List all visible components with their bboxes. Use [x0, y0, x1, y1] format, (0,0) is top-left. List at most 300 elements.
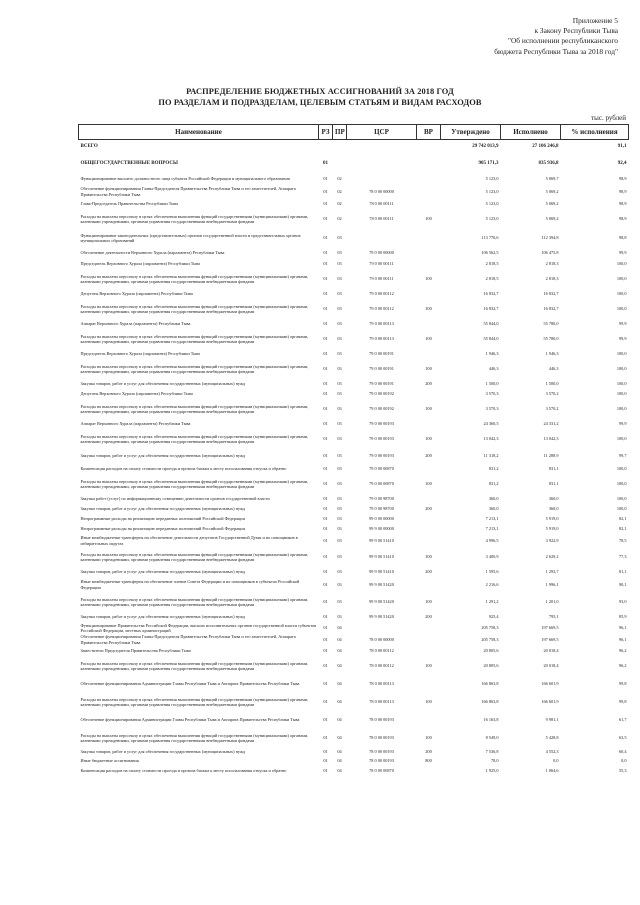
cell-executed: 360,0	[548, 495, 559, 501]
table-row	[79, 174, 629, 185]
cell-rz: 01	[323, 648, 328, 654]
cell-approved: 205 758,3	[481, 636, 499, 642]
table-row	[79, 593, 629, 612]
cell-name: Расходы на выплаты персоналу в целях обеспечения выполнения функций государственными (муниципальными) органами, казенными учреждениями, органами управления государственными внебюджетными фондами	[80, 273, 309, 284]
cell-vr	[417, 712, 441, 729]
cell-vr	[417, 766, 441, 777]
table-row	[79, 693, 629, 712]
cell-vr	[417, 389, 441, 400]
cell-executed: 1 293,7	[545, 568, 559, 574]
cell-name: Председатель Верховного Хурала (парламента) Республики Тыва	[80, 261, 200, 267]
cell-csr: 78 0 00 00193	[369, 749, 394, 755]
cell-pr: 03	[337, 406, 342, 412]
cell-executed: 5 428,8	[545, 735, 559, 741]
cell-name: Обеспечение деятельности Верховного Хурала (парламента) Республики Тыва	[80, 250, 225, 256]
cell-approved: 4 996,5	[485, 537, 499, 543]
table-row	[79, 319, 629, 330]
cell-executed: 166 601,9	[541, 681, 559, 687]
table-row	[79, 185, 629, 199]
cell-name: Закупка товаров, работ и услуг для обеспечения государственных (муниципальных) нужд	[80, 568, 246, 574]
cell-csr: 78 0 00 00111	[369, 216, 394, 222]
cell-executed: 4 552,3	[545, 749, 559, 755]
cell-rz: 01	[323, 216, 328, 222]
cell-csr	[347, 174, 417, 185]
units-label: тыс. рублей	[591, 114, 626, 122]
section-row	[79, 154, 629, 174]
cell-approved: 3 400,9	[485, 554, 499, 560]
table-row	[79, 210, 629, 229]
cell-pr: 04	[337, 636, 342, 642]
cell-csr: 78 0 00 00112	[369, 663, 394, 669]
budget-table	[78, 124, 629, 777]
cell-vr: 100	[425, 436, 432, 442]
cell-pr: 03	[337, 321, 342, 327]
cell-vr: 100	[425, 276, 432, 282]
cell-rz: 01	[323, 495, 328, 501]
cell-pr: 04	[337, 735, 342, 741]
cell-rz: 01	[323, 235, 328, 241]
cell-percent: 96,2	[618, 663, 627, 669]
cell-csr	[347, 154, 417, 174]
cell-percent: 90,1	[618, 581, 627, 587]
cell-csr: 79 0 00 00111	[369, 261, 394, 267]
cell-percent: 99,9	[618, 321, 627, 327]
cell-rz: 01	[323, 160, 328, 166]
table-body	[79, 140, 629, 777]
table-row	[79, 729, 629, 748]
cell-executed: 2 818,3	[545, 276, 559, 282]
cell-percent: 100,0	[616, 351, 627, 357]
cell-vr	[417, 419, 441, 430]
cell-pr: 03	[337, 351, 342, 357]
cell-pr: 03	[337, 366, 342, 372]
table-row	[79, 379, 629, 389]
cell-pr: 04	[337, 663, 342, 669]
cell-executed: 16 832,7	[543, 306, 559, 312]
table-row	[79, 524, 629, 534]
cell-executed: 5 069,2	[545, 216, 559, 222]
cell-approved: 3 570,3	[485, 406, 499, 412]
cell-rz: 01	[323, 749, 328, 755]
cell-name: Председатель Верховного Хурала (парламента) Республики Тыва	[80, 351, 200, 357]
table-row	[79, 514, 629, 524]
cell-percent: 77,3	[618, 554, 627, 560]
cell-percent: 0,0	[621, 758, 627, 764]
cell-pr: 04	[337, 768, 342, 774]
table-row	[79, 534, 629, 548]
table-row	[79, 548, 629, 567]
cell-pr: 03	[337, 515, 342, 521]
cell-pr: 02	[337, 216, 342, 222]
cell-approved: 831,2	[488, 465, 499, 471]
cell-pr: 03	[337, 380, 342, 386]
table-row	[79, 612, 629, 623]
cell-rz: 01	[323, 336, 328, 342]
cell-rz: 01	[323, 188, 328, 194]
cell-vr	[417, 676, 441, 693]
cell-pr: 03	[337, 481, 342, 487]
cell-vr	[417, 140, 441, 154]
cell-percent: 96,1	[618, 636, 627, 642]
cell-vr	[417, 524, 441, 534]
cell-approved: 3 570,3	[485, 391, 499, 397]
cell-percent: 98,9	[618, 216, 627, 222]
cell-csr: 78 0 00 00113	[369, 681, 394, 687]
cell-name: Расходы на выплаты персоналу в целях обеспечения выполнения функций государственными (муниципальными) органами, казенными учреждениями, органами управления государственными внебюджетными фондами	[80, 478, 309, 489]
cell-percent: 99,9	[618, 250, 627, 256]
cell-csr: 79 0 00 00191	[369, 380, 394, 386]
cell-approved: 113 776,6	[481, 235, 499, 241]
cell-vr: 100	[425, 554, 432, 560]
cell-approved: 16 163,8	[483, 717, 499, 723]
cell-executed: 831,1	[548, 481, 559, 487]
cell-executed: 166 601,9	[541, 699, 559, 705]
cell-pr: 03	[337, 306, 342, 312]
header-percent: % исполнения	[561, 125, 629, 140]
cell-pr: 03	[337, 495, 342, 501]
cell-csr: 99 9 00 51410	[369, 568, 394, 574]
table-row	[79, 330, 629, 349]
cell-pr: 03	[337, 581, 342, 587]
cell-vr	[417, 646, 441, 657]
cell-approved: 5 123,0	[485, 188, 499, 194]
cell-percent: 100,0	[616, 380, 627, 386]
cell-approved: 2 818,5	[485, 276, 499, 282]
cell-executed: 1 996,1	[545, 581, 559, 587]
header-name: Наименование	[79, 125, 319, 140]
cell-pr: 03	[337, 452, 342, 458]
cell-rz: 01	[323, 599, 328, 605]
cell-csr: 78 0 00 00000	[369, 636, 394, 642]
cell-approved: 2 216,6	[485, 581, 499, 587]
cell-csr: 79 0 00 00193	[369, 436, 394, 442]
cell-csr: 78 0 00 00193	[369, 758, 394, 764]
cell-name: Расходы на выплаты персоналу в целях обеспечения выполнения функций государственными (муниципальными) органами, казенными учреждениями, органами управления государственными внебюджетными фондами	[80, 596, 309, 607]
cell-vr	[417, 494, 441, 504]
cell-rz: 01	[323, 614, 328, 620]
table-row	[79, 657, 629, 676]
cell-approved: 7 213,1	[485, 525, 499, 531]
cell-pr: 03	[337, 525, 342, 531]
cell-vr	[417, 248, 441, 259]
cell-name: Непрограммные расходы на реализацию переданных полномочий Российской Федерации	[80, 525, 245, 531]
table-row	[79, 504, 629, 514]
cell-rz: 01	[323, 201, 328, 207]
cell-vr	[417, 577, 441, 593]
table-row	[79, 567, 629, 577]
cell-csr: 99 9 00 00000	[369, 525, 394, 531]
cell-vr: 100	[425, 336, 432, 342]
cell-percent: 100,0	[616, 465, 627, 471]
cell-percent: 82,1	[618, 515, 627, 521]
cell-percent: 100,0	[616, 366, 627, 372]
cell-percent: 92,4	[617, 160, 627, 166]
cell-percent: 55,3	[618, 768, 627, 774]
table-row	[79, 757, 629, 766]
table-row	[79, 475, 629, 494]
cell-pr: 03	[337, 250, 342, 256]
cell-vr: 100	[425, 735, 432, 741]
cell-approved: 8 549,0	[485, 735, 499, 741]
cell-executed: 446,3	[548, 366, 559, 372]
cell-name: Закупка товаров, работ и услуг для обеспечения государственных (муниципальных) нужд	[80, 452, 246, 458]
table-row	[79, 577, 629, 593]
cell-approved: 166 863,8	[481, 699, 499, 705]
cell-percent: 100,0	[616, 436, 627, 442]
header-executed: Исполнено	[501, 125, 561, 140]
cell-executed: 5 069,2	[545, 201, 559, 207]
cell-percent: 98,9	[618, 201, 627, 207]
cell-executed: 3 570,2	[545, 406, 559, 412]
cell-rz: 01	[323, 663, 328, 669]
cell-pr: 03	[337, 436, 342, 442]
table-row	[79, 199, 629, 210]
cell-rz: 01	[323, 681, 328, 687]
cell-pr: 04	[337, 648, 342, 654]
cell-executed: 2 629,2	[545, 554, 559, 560]
cell-rz: 01	[323, 537, 328, 543]
cell-approved: 29 742 013,9	[472, 144, 499, 150]
cell-approved: 925,4	[488, 614, 499, 620]
cell-vr: 100	[425, 663, 432, 669]
cell-percent: 61,7	[618, 717, 627, 723]
cell-name: Расходы на выплаты персоналу в целях обеспечения выполнения функций государственными (муниципальными) органами, казенными учреждениями, органами управления государственными внебюджетными фондами	[80, 732, 309, 743]
cell-approved: 205 758,3	[481, 625, 499, 631]
cell-rz: 01	[323, 768, 328, 774]
cell-rz: 01	[323, 481, 328, 487]
cell-rz: 01	[323, 465, 328, 471]
cell-vr: 100	[425, 216, 432, 222]
title-line-2: ПО РАЗДЕЛАМ И ПОДРАЗДЕЛАМ, ЦЕЛЕВЫМ СТАТЬЯМ И ВИДАМ РАСХОДОВ	[158, 98, 482, 107]
cell-percent: 100,0	[616, 406, 627, 412]
cell-vr	[417, 229, 441, 248]
header-rz: РЗ	[319, 125, 333, 140]
cell-pr: 03	[337, 261, 342, 267]
table-row	[79, 712, 629, 729]
cell-vr	[417, 463, 441, 475]
cell-name: Компенсация расходов на оплату стоимости проезда и провоза багажа к месту использования отпуска и обратно	[80, 465, 287, 471]
cell-approved: 5 123,0	[485, 176, 499, 182]
cell-percent: 100,0	[616, 306, 627, 312]
cell-approved: 106 562,5	[481, 250, 499, 256]
cell-executed: 5 919,0	[545, 515, 559, 521]
cell-name: Компенсация расходов на оплату стоимости проезда и провоза багажа к месту использования отпуска и обратно	[80, 768, 287, 774]
cell-pr: 03	[337, 568, 342, 574]
cell-approved: 24 360,5	[483, 421, 499, 427]
cell-vr	[417, 534, 441, 548]
cell-approved: 1 500,0	[485, 380, 499, 386]
cell-pr: 03	[337, 291, 342, 297]
cell-percent: 63,5	[618, 735, 627, 741]
cell-pr	[333, 140, 347, 154]
table-row	[79, 259, 629, 270]
cell-name: Расходы на выплаты персоналу в целях обеспечения выполнения функций государственными (муниципальными) органами, казенными учреждениями, органами управления государственными внебюджетными фондами	[80, 696, 309, 707]
cell-csr: 78 0 00 00113	[369, 699, 394, 705]
cell-csr: 79 0 00 00193	[369, 421, 394, 427]
cell-csr: 79 0 00 00112	[369, 291, 394, 297]
cell-percent: 99,9	[618, 421, 627, 427]
cell-approved: 1 946,3	[485, 351, 499, 357]
cell-vr: 100	[425, 366, 432, 372]
cell-executed: 112 394,8	[541, 235, 559, 241]
cell-percent: 100,0	[616, 391, 627, 397]
table-row	[79, 623, 629, 634]
cell-vr: 200	[425, 749, 432, 755]
table-row	[79, 646, 629, 657]
cell-pr: 04	[337, 699, 342, 705]
cell-csr: 79 0 00 00193	[369, 452, 394, 458]
cell-approved: 1 595,6	[485, 568, 499, 574]
cell-rz: 01	[323, 717, 328, 723]
appendix-line: бюджета Республики Тыва за 2018 год"	[494, 46, 618, 56]
cell-name: Закупка работ (услуг) по информационному освещению деятельности органов государственной власти	[80, 495, 270, 501]
cell-csr: 99 9 00 51410	[369, 537, 394, 543]
cell-name: Обеспечение функционирования Администрации Главы Республики Тыва и Аппарата Правительства Республики Тыва	[80, 717, 300, 723]
cell-name: Закупка товаров, работ и услуг для обеспечения государственных (муниципальных) нужд	[80, 505, 246, 511]
cell-vr	[417, 634, 441, 646]
cell-name: Расходы на выплаты персоналу в целях обеспечения выполнения функций государственными (муниципальными) органами, казенными учреждениями, органами управления государственными внебюджетными фондами	[80, 363, 309, 374]
cell-rz: 01	[323, 321, 328, 327]
cell-percent: 98,9	[618, 188, 627, 194]
cell-approved: 16 832,7	[483, 306, 499, 312]
cell-pr: 03	[337, 599, 342, 605]
cell-csr: 99 9 00 51420	[369, 599, 394, 605]
cell-csr: 78 0 00 00111	[369, 201, 394, 207]
cell-executed: 1 946,3	[545, 351, 559, 357]
title-line-1: РАСПРЕДЕЛЕНИЕ БЮДЖЕТНЫХ АССИГНОВАНИЙ ЗА 2018 ГОД	[186, 87, 454, 96]
cell-rz: 01	[323, 525, 328, 531]
cell-rz: 01	[323, 276, 328, 282]
cell-percent: 91,1	[617, 144, 627, 150]
cell-csr: 78 0 00 00193	[369, 735, 394, 741]
cell-csr	[347, 623, 417, 634]
cell-percent: 100,0	[616, 505, 627, 511]
cell-csr: 99 9 00 51420	[369, 614, 394, 620]
cell-name: Иные межбюджетные трансферты на обеспечение деятельности депутатов Государственной Думы и их помощников в избирательных округах	[80, 535, 298, 546]
cell-percent: 93,0	[618, 599, 627, 605]
cell-pr: 03	[337, 421, 342, 427]
table-row	[79, 634, 629, 646]
cell-vr: 100	[425, 599, 432, 605]
cell-csr: 79 0 00 00870	[369, 465, 394, 471]
cell-approved: 2 818,5	[485, 261, 499, 267]
cell-percent: 96,1	[618, 625, 627, 631]
cell-executed: 1 201,0	[545, 599, 559, 605]
table-row	[79, 300, 629, 319]
cell-pr: 03	[337, 391, 342, 397]
cell-name: Расходы на выплаты персоналу в целях обеспечения выполнения функций государственными (муниципальными) органами, казенными учреждениями, органами управления государственными внебюджетными фондами	[80, 303, 309, 314]
cell-csr: 79 0 00 00111	[369, 276, 394, 282]
cell-percent: 98,9	[618, 176, 627, 182]
cell-csr	[347, 229, 417, 248]
table-row	[79, 400, 629, 419]
cell-rz	[319, 140, 333, 154]
cell-vr: 200	[425, 505, 432, 511]
cell-vr: 100	[425, 699, 432, 705]
cell-executed: 3 922,9	[545, 537, 559, 543]
cell-vr: 200	[425, 380, 432, 386]
cell-executed: 835 936,8	[538, 160, 559, 166]
table-row	[79, 229, 629, 248]
cell-approved: 7 213,1	[485, 515, 499, 521]
cell-rz: 01	[323, 699, 328, 705]
cell-csr: 79 0 00 00192	[369, 406, 394, 412]
cell-name: Функционирование высшего должностного лица субъекта Российской Федерации и муниципального образования	[80, 176, 290, 182]
cell-approved: 13 042,3	[483, 436, 499, 442]
cell-percent: 96,2	[618, 648, 627, 654]
cell-vr: 200	[425, 568, 432, 574]
cell-name: Непрограммные расходы на реализацию переданных полномочий Российской Федерации	[80, 515, 245, 521]
cell-name: Закупка товаров, работ и услуг для обеспечения государственных (муниципальных) нужд	[80, 614, 246, 620]
cell-pr: 04	[337, 681, 342, 687]
cell-rz: 01	[323, 625, 328, 631]
cell-vr	[417, 185, 441, 199]
cell-approved: 16 832,7	[483, 291, 499, 297]
cell-name: Аппарат Верховного Хурала (парламента) Республики Тыва	[80, 321, 191, 327]
cell-percent: 81,1	[618, 568, 627, 574]
cell-rz: 01	[323, 306, 328, 312]
cell-rz: 01	[323, 758, 328, 764]
cell-percent: 99,7	[618, 452, 627, 458]
appendix-line: Приложение 5	[572, 16, 618, 25]
cell-rz: 01	[323, 636, 328, 642]
cell-vr	[417, 349, 441, 360]
cell-name: Депутаты Верховного Хурала (парламента) Республики Тыва	[80, 391, 193, 397]
cell-rz: 01	[323, 351, 328, 357]
cell-name: Расходы на выплаты персоналу в целях обеспечения выполнения функций государственными (муниципальными) органами, казенными учреждениями, органами управления государственными внебюджетными фондами	[80, 660, 309, 671]
cell-executed: 55 780,0	[543, 321, 559, 327]
header-vr: ВР	[417, 125, 441, 140]
table-row	[79, 270, 629, 289]
cell-name: Функционирование законодательных (представительных) органов государственной власти и представительных органов муниципальных образований	[80, 232, 301, 243]
cell-vr: 100	[425, 406, 432, 412]
table-row	[79, 349, 629, 360]
cell-percent: 98,8	[618, 235, 627, 241]
cell-name: Закупка товаров, работ и услуг для обеспечения государственных (муниципальных) нужд	[80, 749, 246, 755]
cell-rz: 01	[323, 176, 328, 182]
cell-name: Функционирование Правительства Российской Федерации, высших исполнительных органов государственной власти субъектов Российской Федерации, местных администраций	[80, 622, 317, 633]
cell-rz: 01	[323, 391, 328, 397]
cell-vr	[417, 289, 441, 300]
cell-percent: 78,5	[618, 537, 627, 543]
cell-rz: 01	[323, 452, 328, 458]
cell-executed: 1 064,6	[545, 768, 559, 774]
table-row	[79, 676, 629, 693]
cell-csr: 79 0 00 00191	[369, 366, 394, 372]
cell-percent: 99,8	[618, 699, 627, 705]
cell-rz: 01	[323, 581, 328, 587]
cell-executed: 3 570,2	[545, 391, 559, 397]
appendix-line: к Закону Республики Тыва	[534, 26, 618, 36]
cell-executed: 5 069,2	[545, 188, 559, 194]
cell-vr	[417, 259, 441, 270]
cell-rz: 01	[323, 515, 328, 521]
cell-vr	[417, 514, 441, 524]
cell-name: Обеспечение функционирования Главы-Председателя Правительства Республики Тыва и его заместителей, Аппарата Правительства Республики Тыва	[80, 634, 296, 645]
cell-executed: 27 106 246,8	[532, 144, 559, 150]
cell-vr	[417, 319, 441, 330]
cell-approved: 55 844,0	[483, 321, 499, 327]
cell-pr: 04	[337, 749, 342, 755]
cell-name: Закупка товаров, работ и услуг для обеспечения государственных (муниципальных) нужд	[80, 380, 246, 386]
table-row	[79, 494, 629, 504]
cell-rz: 01	[323, 554, 328, 560]
cell-executed: 16 832,7	[543, 291, 559, 297]
cell-csr: 78 0 00 00112	[369, 648, 394, 654]
cell-name: Депутаты Верховного Хурала (парламента) Республики Тыва	[80, 291, 193, 297]
document-title	[0, 86, 640, 108]
cell-pr: 03	[337, 465, 342, 471]
